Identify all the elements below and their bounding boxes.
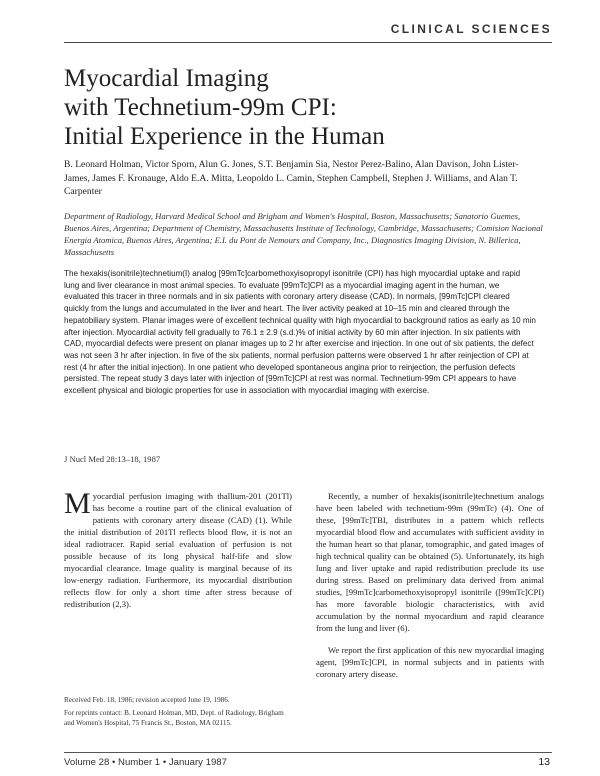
title-line: Myocardial Imaging — [64, 65, 269, 92]
section-label: CLINICAL SCIENCES — [390, 22, 552, 36]
citation: J Nucl Med 28:13–18, 1987 — [64, 454, 161, 464]
body-paragraph-text: yocardial perfusion imaging with thallium-201 (201Tl) has become a routine part of the clinical evaluation of patients with coronary artery disease (CAD) (1). While the initial distribution of 201Tl reflects blood flow, it is not an ideal radiotracer. Rapid serial evaluation of perfusion is not possible because of its long physical half-life and slow myocardial clearance. Image quality is marginal because of its low-energy radiation. Furthermore, its myocardial distribution reflects flow for only a short time after stress because of redistribution (2,3). — [64, 491, 292, 609]
title-line: Initial Experience in the Human — [64, 123, 385, 150]
title-line: with Technetium-99m CPI: — [64, 94, 337, 121]
page-number: 13 — [538, 756, 550, 768]
body-column-left — [64, 487, 292, 620]
article-title — [64, 64, 544, 151]
body-column-right — [316, 490, 544, 690]
author-list: B. Leonard Holman, Victor Sporn, Alun G. Jones, S.T. Benjamin Sia, Nestor Perez-Balino, Alan Davison, John Lister-James, James F. Kronauge, Aldo E.A. Mitta, Leopoldo L. Camin, Stephen Campbell, Stephen J. Williams, and Alan T. Carpenter — [64, 159, 519, 197]
body-paragraph — [64, 487, 292, 610]
body-paragraph: Recently, a number of hexakis(isonitrile)technetium analogs have been labeled with technetium-99m (99mTc) (4). One of these, [99mTc]TBI, distributes in a pattern which reflects myocardial blood flow and accumulates with sufficient avidity in the human heart so that planar, tomographic, and gated images of high technical quality can be obtained (5). Unfortunately, its high lung and liver uptake and rapid redistribution preclude its use during stress. Based on preliminary data derived from animal studies, [99mTc]carbomethoxyisopropyl isonitrile ([99mTc]CPI) has more favorable biologic characteristics, with avid accumulation by the normal myocardium and rapid clearance from the lung and liver (6). — [316, 491, 544, 633]
footnote-reprints: For reprints contact: B. Leonard Holman, MD, Dept. of Radiology, Brigham and Women's Hospital, 75 Francis St., Boston, MA 02115. — [64, 709, 284, 727]
header-rule — [64, 42, 552, 43]
drop-cap: M — [64, 487, 91, 520]
footnotes — [64, 695, 292, 731]
abstract: The hexakis(isonitrile)technetium(I) analog [99mTc]carbomethoxyisopropyl isonitrile (CPI) has high myocardial uptake and rapid lung and liver clearance in most animal species. To evaluate [99mTc]CPI as a myocardial imaging agent in the human, we evaluated this tracer in three normals and in six patients with coronary artery disease (CAD). In normals, [99mTc]CPI cleared quickly from the lungs and accumulated in the liver and heart. The liver activity peaked at 10–15 min and cleared through the hepatobiliary system. Planar images were of excellent technical quality with high myocardial to background ratios as early as 10 min after injection. Myocardial activity fell gradually to 76.1 ± 2.9 (s.d.)% of initial activity by 60 min after injection. In six patients with CAD, myocardial defects were present on planar images up to 2 hr after exercise and injection. In one out of six patients, the defect was not seen 3 hr after injection. In five of the six patients, normal perfusion patterns were observed 1 hr after reinjection of CPI at rest (4 hr after the initial injection). In one patient who developed spontaneous angina prior to reinjection, the perfusion defects persisted. The repeat study 3 days later with injection of [99mTc]CPI at rest was normal. Technetium-99m CPI appears to have excellent physical and biologic properties for use in association with myocardial imaging with exercise. — [64, 269, 536, 396]
footer-rule — [64, 752, 552, 753]
footnote-received: Received Feb. 18, 1986; revision accepted June 19, 1986. — [64, 696, 230, 704]
issue-info: Volume 28 • Number 1 • January 1987 — [64, 757, 227, 768]
affiliations: Department of Radiology, Harvard Medical School and Brigham and Women's Hospital, Boston, Massachusetts; Sanatorio Guemes, Buenos Aires, Argentina; Department of Chemistry, Massachusetts Institute of Technology, Cambridge, Massachusetts; Comision Nacional Energia Atomica, Buenos Aires, Argentina; E.I. du Pont de Nemours and Company, Inc., Diagnostics Imaging Division, N. Billerica, Massachusetts — [64, 211, 543, 257]
body-paragraph: We report the first application of this new myocardial imaging agent, [99mTc]CPI, in normal subjects and in patients with coronary artery disease. — [316, 645, 544, 679]
